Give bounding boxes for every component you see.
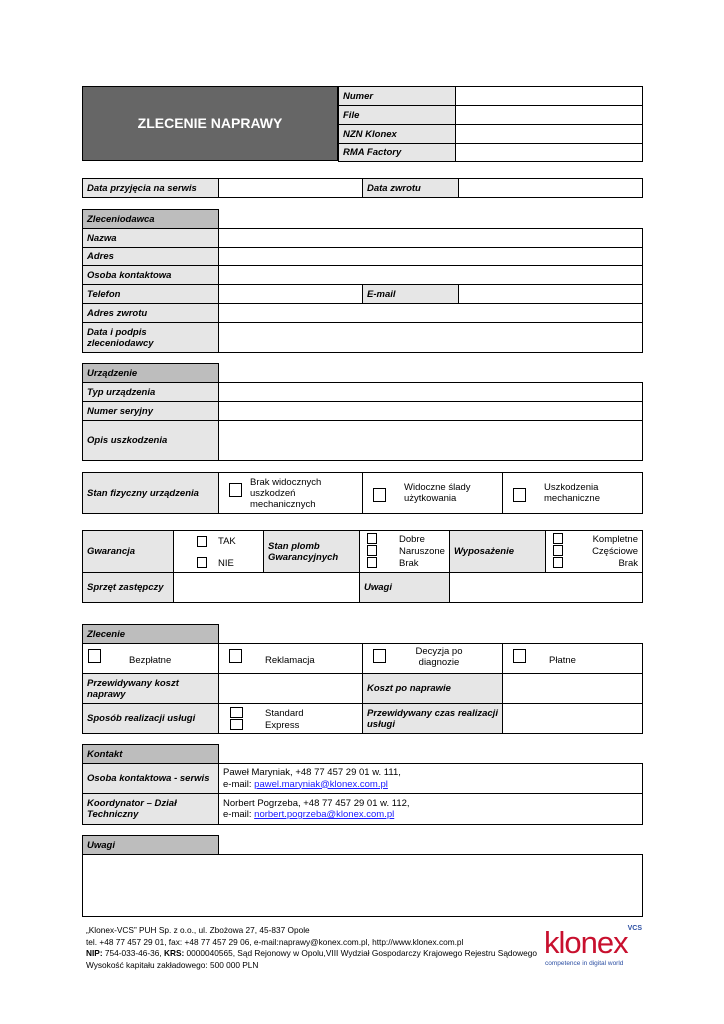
received-date-field[interactable] — [219, 179, 363, 198]
service-contact-value: Paweł Maryniak, +48 77 457 29 01 w. 111, e-mail: pawel.maryniak@klonex.com.pl — [219, 764, 643, 794]
order-section-header: Zlecenie — [83, 625, 219, 644]
client-section-header: Zleceniodawca — [83, 210, 219, 229]
return-address-label: Adres zwrotu — [83, 304, 219, 323]
address-field[interactable] — [219, 248, 643, 266]
replacement-field[interactable] — [174, 573, 360, 603]
coordinator-label: Koordynator – Dział Techniczny — [83, 794, 219, 825]
physical-option-2[interactable]: Widoczne ślady użytkowania — [363, 473, 503, 514]
physical-option-1[interactable]: Brak widocznych uszkodzeń mechanicznych — [219, 473, 363, 514]
checkbox[interactable] — [367, 557, 377, 568]
checkbox-nie[interactable] — [197, 557, 207, 568]
checkbox[interactable] — [367, 533, 377, 544]
file-label: File — [339, 106, 456, 125]
return-address-field[interactable] — [219, 304, 643, 323]
checkbox[interactable] — [88, 649, 101, 663]
method-options[interactable]: Standard Express — [219, 704, 363, 734]
header-fields — [338, 86, 643, 162]
contact-table — [82, 744, 643, 825]
checkbox[interactable] — [367, 545, 377, 556]
cost-after-label: Koszt po naprawie — [363, 674, 503, 704]
equipment-label: Wyposażenie — [450, 531, 546, 573]
numer-field[interactable] — [456, 87, 643, 106]
notes-section-header: Uwagi — [83, 836, 219, 855]
order-type-decision[interactable]: Decyzja po diagnozie — [363, 644, 503, 674]
order-type-complaint[interactable]: Reklamacja — [219, 644, 363, 674]
klonex-logo — [544, 925, 644, 971]
notes-table — [82, 835, 643, 917]
serial-label: Numer seryjny — [83, 402, 219, 421]
numer-label: Numer — [339, 87, 456, 106]
warranty-label: Gwarancja — [83, 531, 174, 573]
checkbox[interactable] — [553, 545, 563, 556]
checkbox[interactable] — [229, 483, 242, 497]
checkbox[interactable] — [553, 533, 563, 544]
order-type-paid[interactable]: Płatne — [503, 644, 643, 674]
checkbox[interactable] — [373, 649, 386, 663]
email-field[interactable] — [459, 285, 643, 304]
rma-field[interactable] — [456, 144, 643, 162]
expected-cost-label: Przewidywany koszt naprawy — [83, 674, 219, 704]
date-signature-label: Data i podpis zleceniodawcy — [83, 323, 219, 353]
equipment-options[interactable]: Kompletne Częściowe Brak — [546, 531, 643, 573]
notes-field[interactable] — [83, 855, 643, 917]
coordinator-email-link[interactable]: norbert.pogrzeba@klonex.com.pl — [254, 809, 395, 820]
date-signature-field[interactable] — [219, 323, 643, 353]
footer-address: „Klonex-VCS” PUH Sp. z o.o., ul. Zbożowa 27, 45-837 Opole — [86, 925, 310, 935]
contact-section-header: Kontakt — [83, 745, 219, 764]
footer-contact: tel. +48 77 457 29 01, fax: +48 77 457 29 06, e-mail:naprawy@konex.com.pl, http://www.klonex.com.pl — [86, 936, 464, 947]
serial-field[interactable] — [219, 402, 643, 421]
expected-time-label: Przewidywany czas realizacji usługi — [363, 704, 503, 734]
order-type-free[interactable]: Bezpłatne — [83, 644, 219, 674]
expected-cost-field[interactable] — [219, 674, 363, 704]
client-table — [82, 209, 643, 353]
rma-label: RMA Factory — [339, 144, 456, 162]
footer-capital: Wysokość kapitału zakładowego: 500 000 PLN — [86, 959, 259, 970]
checkbox[interactable] — [230, 707, 243, 718]
contact-person-label: Osoba kontaktowa — [83, 266, 219, 285]
warranty-options[interactable]: TAK NIE — [174, 531, 264, 573]
checkbox[interactable] — [553, 557, 563, 568]
footer-registry: NIP: 754-033-46-36, KRS: 0000040565, Sąd Rejonowy w Opolu,VIII Wydział Gospodarczy Krajowego Rejestru Sądowego — [86, 948, 537, 958]
damage-label: Opis uszkodzenia — [83, 421, 219, 461]
footer — [86, 925, 537, 971]
name-field[interactable] — [219, 229, 643, 248]
title-block — [82, 86, 338, 161]
checkbox[interactable] — [513, 649, 526, 663]
warranty-notes-field[interactable] — [450, 573, 643, 603]
warranty-notes-label: Uwagi — [360, 573, 450, 603]
return-date-label: Data zwrotu — [363, 179, 459, 198]
phone-label: Telefon — [83, 285, 219, 304]
physical-label: Stan fizyczny urządzenia — [83, 473, 219, 514]
replacement-label: Sprzęt zastępczy — [83, 573, 174, 603]
dates-table — [82, 178, 643, 198]
return-date-field[interactable] — [459, 179, 643, 198]
seals-options[interactable]: Dobre Naruszone Brak — [360, 531, 450, 573]
contact-person-field[interactable] — [219, 266, 643, 285]
expected-time-field[interactable] — [503, 704, 643, 734]
checkbox[interactable] — [373, 488, 386, 502]
logo-tagline: competence in digital world — [545, 960, 624, 967]
device-type-label: Typ urządzenia — [83, 383, 219, 402]
checkbox[interactable] — [230, 719, 243, 730]
device-section-header: Urządzenie — [83, 364, 219, 383]
page-title: ZLECENIE NAPRAWY — [137, 115, 283, 131]
received-date-label: Data przyjęcia na serwis — [83, 179, 219, 198]
damage-field[interactable] — [219, 421, 643, 461]
logo-vcs: VCS — [627, 925, 642, 932]
warranty-table — [82, 530, 643, 603]
checkbox[interactable] — [513, 488, 526, 502]
checkbox-tak[interactable] — [197, 536, 207, 547]
method-label: Sposób realizacji usługi — [83, 704, 219, 734]
email-label: E-mail — [363, 285, 459, 304]
seals-label: Stan plomb Gwarancyjnych — [264, 531, 360, 573]
name-label: Nazwa — [83, 229, 219, 248]
logo-name: klonex — [544, 925, 628, 960]
file-field[interactable] — [456, 106, 643, 125]
nzn-label: NZN Klonex — [339, 125, 456, 144]
service-contact-label: Osoba kontaktowa - serwis — [83, 764, 219, 794]
service-email-link[interactable]: pawel.maryniak@klonex.com.pl — [254, 778, 388, 790]
coordinator-value: Norbert Pogrzeba, +48 77 457 29 01 w. 112, e-mail: norbert.pogrzeba@klonex.com.pl — [219, 794, 643, 825]
cost-after-field[interactable] — [503, 674, 643, 704]
device-type-field[interactable] — [219, 383, 643, 402]
address-label: Adres — [83, 248, 219, 266]
phone-field[interactable] — [219, 285, 363, 304]
order-table — [82, 624, 643, 734]
nzn-field[interactable] — [456, 125, 643, 144]
physical-table — [82, 472, 643, 514]
device-table — [82, 363, 643, 461]
checkbox[interactable] — [229, 649, 242, 663]
physical-option-3[interactable]: Uszkodzenia mechaniczne — [503, 473, 643, 514]
